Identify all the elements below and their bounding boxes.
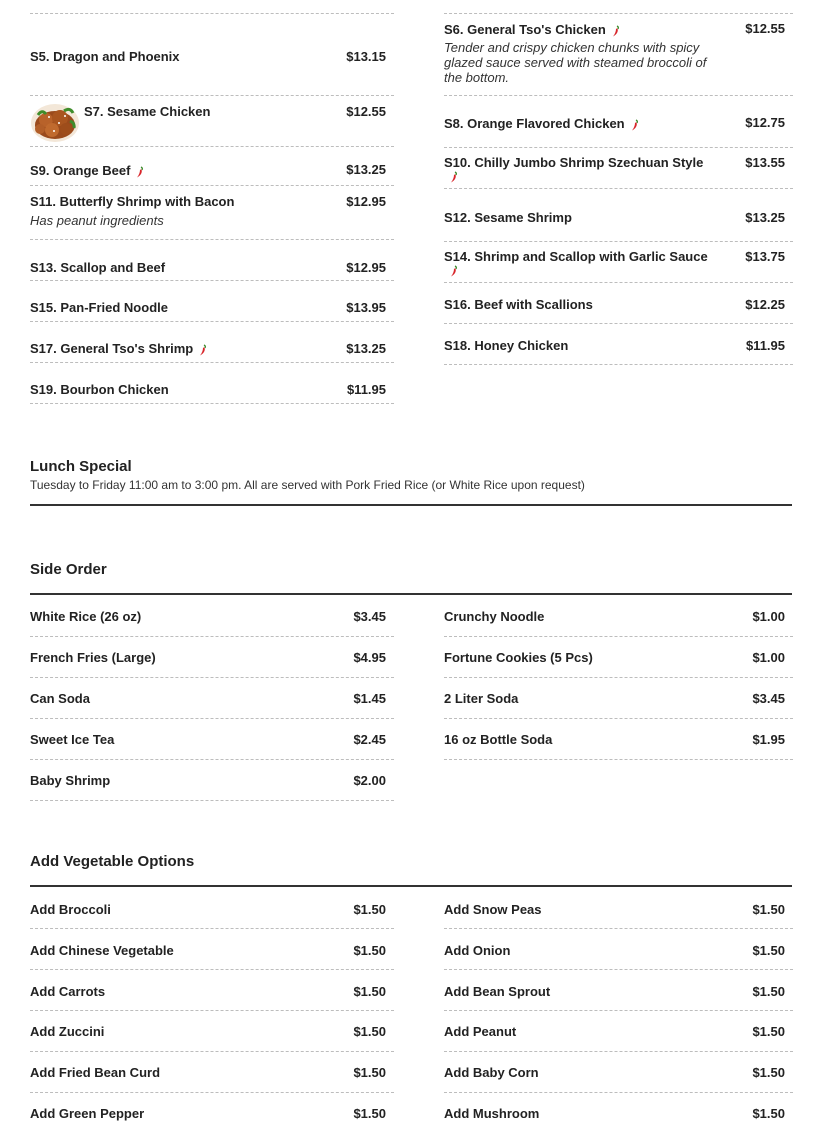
item-name-row xyxy=(30,341,207,356)
menu-item[interactable] xyxy=(30,970,394,1011)
item-name: 2 Liter Soda xyxy=(444,691,519,706)
menu-item[interactable] xyxy=(444,96,793,148)
item-price: $3.45 xyxy=(353,609,386,624)
item-price: $11.95 xyxy=(745,338,785,353)
menu-item[interactable] xyxy=(30,240,394,281)
menu-item[interactable] xyxy=(30,678,394,719)
spicy-pepper-icon xyxy=(631,119,639,131)
item-price: $1.50 xyxy=(353,1065,386,1080)
menu-item[interactable] xyxy=(30,363,394,404)
item-price: $1.50 xyxy=(353,1024,386,1039)
item-description: Tender and crispy chicken chunks with spicy glazed sauce served with steamed broccoli of the bottom. xyxy=(444,40,707,85)
item-description: Has peanut ingredients xyxy=(30,213,164,228)
menu-item[interactable] xyxy=(444,148,793,189)
menu-item[interactable] xyxy=(444,189,793,242)
spicy-pepper-icon xyxy=(199,344,207,356)
section-divider xyxy=(30,885,792,887)
item-price: $1.50 xyxy=(353,1106,386,1121)
item-price: $12.55 xyxy=(346,104,386,119)
menu-item[interactable] xyxy=(30,147,394,186)
side-order-left-column xyxy=(30,596,394,801)
item-name: Add Peanut xyxy=(444,1024,517,1039)
item-name: S19. Bourbon Chicken xyxy=(30,382,169,397)
item-name: S15. Pan-Fried Noodle xyxy=(30,300,168,315)
item-name: Add Baby Corn xyxy=(444,1065,539,1080)
menu-item[interactable] xyxy=(30,760,394,801)
item-name: Sweet Ice Tea xyxy=(30,732,115,747)
item-price: $1.50 xyxy=(752,984,785,999)
item-price: $1.50 xyxy=(752,1106,785,1121)
item-name: Fortune Cookies (5 Pcs) xyxy=(444,650,593,665)
spicy-pepper-icon xyxy=(136,166,144,178)
item-name: S16. Beef with Scallions xyxy=(444,297,593,312)
menu-item[interactable] xyxy=(444,637,793,678)
item-name: 16 oz Bottle Soda xyxy=(444,732,553,747)
menu-item[interactable] xyxy=(30,14,394,96)
item-price: $13.95 xyxy=(346,300,386,315)
menu-item[interactable] xyxy=(444,324,793,365)
item-price: $1.00 xyxy=(752,650,785,665)
item-price: $1.50 xyxy=(353,943,386,958)
item-price: $12.95 xyxy=(346,194,386,209)
item-name: Add Chinese Vegetable xyxy=(30,943,174,958)
item-name: S9. Orange Beef xyxy=(30,163,131,178)
menu-item[interactable] xyxy=(444,242,793,283)
menu-item[interactable] xyxy=(444,719,793,760)
item-name: Add Green Pepper xyxy=(30,1106,145,1121)
item-name: Add Carrots xyxy=(30,984,106,999)
menu-item[interactable] xyxy=(30,888,394,929)
item-price: $13.25 xyxy=(745,210,785,225)
item-price: $13.75 xyxy=(745,249,785,264)
item-name: S14. Shrimp and Scallop with Garlic Sauce xyxy=(444,249,708,264)
item-name: S12. Sesame Shrimp xyxy=(444,210,572,225)
menu-item[interactable] xyxy=(30,719,394,760)
menu-divider xyxy=(444,0,793,14)
menu-item[interactable] xyxy=(444,14,793,96)
item-name: Crunchy Noodle xyxy=(444,609,545,624)
item-name: French Fries (Large) xyxy=(30,650,156,665)
spicy-pepper-icon xyxy=(450,265,458,277)
item-name: S10. Chilly Jumbo Shrimp Szechuan Style xyxy=(444,155,704,170)
side-order-right-column xyxy=(444,596,793,760)
menu-item[interactable] xyxy=(444,1011,793,1052)
specials-left-column xyxy=(30,14,394,404)
item-price: $11.95 xyxy=(346,382,386,397)
item-name: Add Snow Peas xyxy=(444,902,542,917)
item-name: White Rice (26 oz) xyxy=(30,609,142,624)
item-name: Can Soda xyxy=(30,691,90,706)
item-name-row xyxy=(444,22,620,37)
item-name: S6. General Tso's Chicken xyxy=(444,22,606,37)
menu-item[interactable] xyxy=(444,929,793,970)
item-price: $13.15 xyxy=(346,49,386,64)
item-price: $2.45 xyxy=(353,732,386,747)
item-name-row xyxy=(444,116,639,131)
menu-item[interactable] xyxy=(30,281,394,322)
spicy-pepper-icon xyxy=(450,171,458,183)
menu-item[interactable] xyxy=(30,1052,394,1093)
item-name: S13. Scallop and Beef xyxy=(30,260,166,275)
vegetable-options-left-column xyxy=(30,888,394,1129)
item-name: S11. Butterfly Shrimp with Bacon xyxy=(30,194,235,209)
item-name: S18. Honey Chicken xyxy=(444,338,569,353)
item-name: Add Mushroom xyxy=(444,1106,540,1121)
item-name-row xyxy=(30,163,144,178)
item-price: $4.95 xyxy=(353,650,386,665)
item-price: $1.95 xyxy=(752,732,785,747)
vegetable-options-title: Add Vegetable Options xyxy=(30,853,195,870)
menu-item[interactable] xyxy=(444,678,793,719)
lunch-special-subtitle: Tuesday to Friday 11:00 am to 3:00 pm. All are served with Pork Fried Rice (or White Rice upon request) xyxy=(30,478,585,492)
section-divider xyxy=(30,504,792,506)
item-price: $13.25 xyxy=(346,162,386,177)
menu-item[interactable] xyxy=(444,283,793,324)
item-name: Baby Shrimp xyxy=(30,773,111,788)
item-name: Add Fried Bean Curd xyxy=(30,1065,161,1080)
menu-item[interactable] xyxy=(30,1093,394,1129)
item-name: S5. Dragon and Phoenix xyxy=(30,49,180,64)
menu-item[interactable] xyxy=(444,970,793,1011)
item-price: $1.45 xyxy=(353,691,386,706)
menu-item[interactable] xyxy=(444,596,793,637)
menu-item[interactable] xyxy=(30,637,394,678)
item-name: S17. General Tso's Shrimp xyxy=(30,341,194,356)
menu-item[interactable] xyxy=(30,186,394,240)
item-price: $1.50 xyxy=(752,1065,785,1080)
item-price: $1.50 xyxy=(752,1024,785,1039)
specials-right-column xyxy=(444,14,793,365)
vegetable-options-right-column xyxy=(444,888,793,1129)
item-price: $12.75 xyxy=(745,115,785,130)
item-price: $1.50 xyxy=(353,984,386,999)
spicy-pepper-icon xyxy=(612,25,620,37)
item-price: $12.25 xyxy=(745,297,785,312)
menu-item[interactable] xyxy=(30,322,394,363)
section-divider xyxy=(30,593,792,595)
item-price: $1.00 xyxy=(752,609,785,624)
item-price: $13.55 xyxy=(745,155,785,170)
item-name: Add Broccoli xyxy=(30,902,111,917)
item-price: $1.50 xyxy=(353,902,386,917)
item-price: $1.50 xyxy=(752,943,785,958)
menu-item[interactable] xyxy=(444,888,793,929)
item-price: $3.45 xyxy=(752,691,785,706)
lunch-special-title: Lunch Special xyxy=(30,458,132,475)
menu-item[interactable] xyxy=(30,1011,394,1052)
menu-item[interactable] xyxy=(30,596,394,637)
item-name: S8. Orange Flavored Chicken xyxy=(444,116,625,131)
side-order-title: Side Order xyxy=(30,561,107,578)
item-name: S7. Sesame Chicken xyxy=(84,104,211,119)
item-price: $12.55 xyxy=(745,21,785,36)
sesame-chicken-photo[interactable] xyxy=(30,101,80,143)
item-name: Add Onion xyxy=(444,943,511,958)
menu-item[interactable] xyxy=(30,929,394,970)
item-name: Add Bean Sprout xyxy=(444,984,551,999)
item-price: $1.50 xyxy=(752,902,785,917)
menu-item[interactable] xyxy=(444,1052,793,1093)
menu-item[interactable] xyxy=(444,1093,793,1129)
item-price: $13.25 xyxy=(346,341,386,356)
item-price: $12.95 xyxy=(346,260,386,275)
menu-divider xyxy=(30,0,394,14)
item-name: Add Zuccini xyxy=(30,1024,105,1039)
item-price: $2.00 xyxy=(353,773,386,788)
menu-item[interactable] xyxy=(30,96,394,147)
